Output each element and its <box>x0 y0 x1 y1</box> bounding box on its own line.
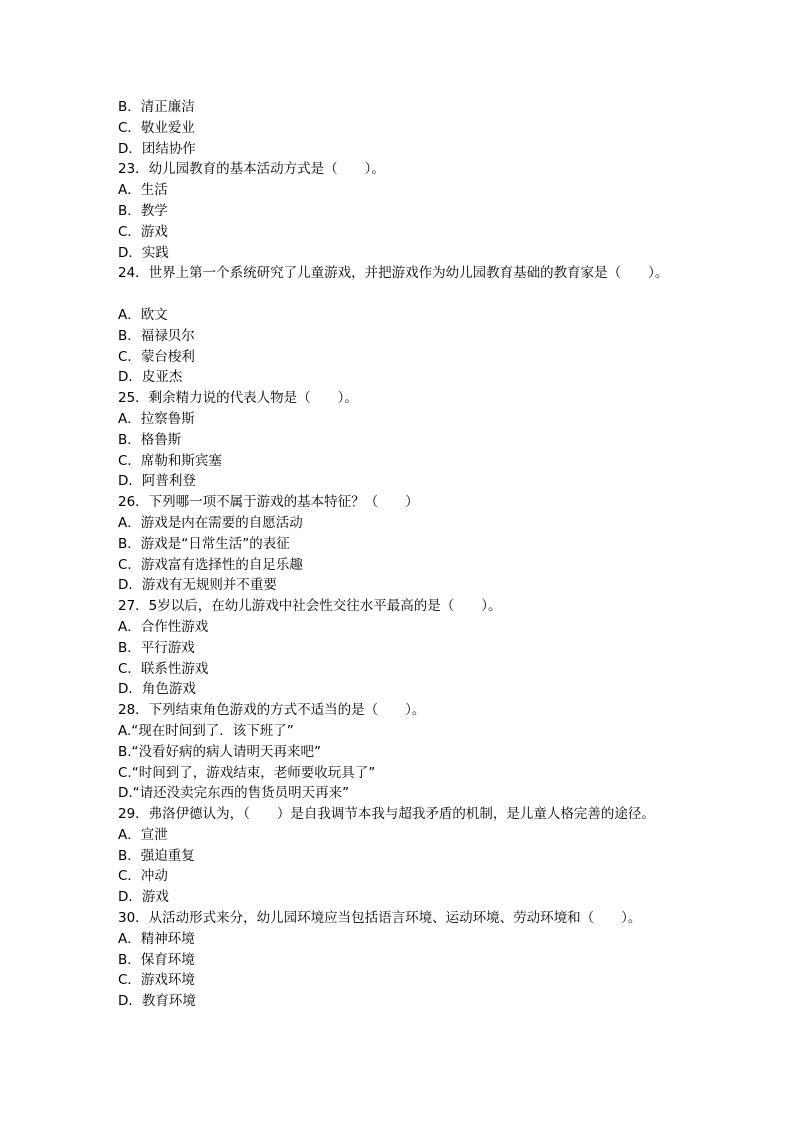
answer-option: B.“没看好病的病人请明天再来吧” <box>118 743 322 760</box>
answer-option: B．教学 <box>118 202 168 219</box>
answer-option: B．格鲁斯 <box>118 431 182 448</box>
answer-option: B．游戏是“日常生活”的表征 <box>118 535 290 552</box>
answer-option: A．游戏是内在需要的自愿活动 <box>118 514 303 531</box>
answer-option: C．冲动 <box>118 868 168 885</box>
answer-option: C．联系性游戏 <box>118 660 209 677</box>
answer-option: D．实践 <box>118 244 169 261</box>
answer-option: B．强迫重复 <box>118 847 195 864</box>
answer-option: B．清正廉洁 <box>118 99 195 115</box>
question-stem: 28．下列结束角色游戏的方式不适当的是（ ）。 <box>118 702 426 719</box>
answer-option: A.“现在时间到了．该下班了” <box>118 722 294 739</box>
answer-option: D．皮亚杰 <box>118 369 183 386</box>
answer-option: A．精神环境 <box>118 930 195 947</box>
question-stem: 27．5岁以后，在幼儿游戏中社会性交往水平最高的是（ ）。 <box>118 598 502 615</box>
answer-option: A．欧文 <box>118 306 168 323</box>
answer-option: C．游戏富有选择性的自足乐趣 <box>118 556 303 573</box>
answer-option: C．蒙台梭利 <box>118 348 195 365</box>
answer-option: C．席勒和斯宾塞 <box>118 452 222 469</box>
answer-option: A．拉察鲁斯 <box>118 410 195 427</box>
answer-option: D．阿普利登 <box>118 473 196 490</box>
answer-option: D．游戏有无规则并不重要 <box>118 577 277 594</box>
question-stem: 25．剩余精力说的代表人物是（ ）。 <box>118 390 358 407</box>
answer-option: D．游戏 <box>118 889 169 906</box>
answer-option: A．生活 <box>118 182 168 199</box>
answer-option: C．游戏环境 <box>118 972 195 989</box>
blank-line <box>118 284 718 305</box>
answer-option: B．平行游戏 <box>118 639 195 656</box>
answer-option: B．福禄贝尔 <box>118 327 195 344</box>
question-stem: 24．世界上第一个系统研究了儿童游戏，并把游戏作为幼儿园教育基础的教育家是（ ）。 <box>118 265 669 282</box>
answer-option: A．合作性游戏 <box>118 618 209 635</box>
question-stem: 23．幼儿园教育的基本活动方式是（ ）。 <box>118 161 385 178</box>
question-stem: 29．弗洛伊德认为，（ ）是自我调节本我与超我矛盾的机制，是儿童人格完善的途径。 <box>118 806 655 823</box>
question-stem: 26．下列哪一项不属于游戏的基本特征？（ ） <box>118 494 419 511</box>
document-body <box>118 97 718 1012</box>
answer-option: A．宣泄 <box>118 826 168 843</box>
answer-option: D．团结协作 <box>118 140 196 157</box>
answer-option: D．教育环境 <box>118 993 196 1010</box>
answer-option: C.“时间到了，游戏结束，老师要收玩具了” <box>118 764 376 781</box>
answer-option: C．敬业爱业 <box>118 119 195 136</box>
answer-option: C．游戏 <box>118 223 168 240</box>
answer-option: B．保育环境 <box>118 951 195 968</box>
question-stem: 30．从活动形式来分，幼儿园环境应当包括语言环境、运动环境、劳动环境和（ ）。 <box>118 910 642 927</box>
answer-option: D．角色游戏 <box>118 681 196 698</box>
answer-option: D.“请还没卖完东西的售货员明天再来” <box>118 785 350 802</box>
